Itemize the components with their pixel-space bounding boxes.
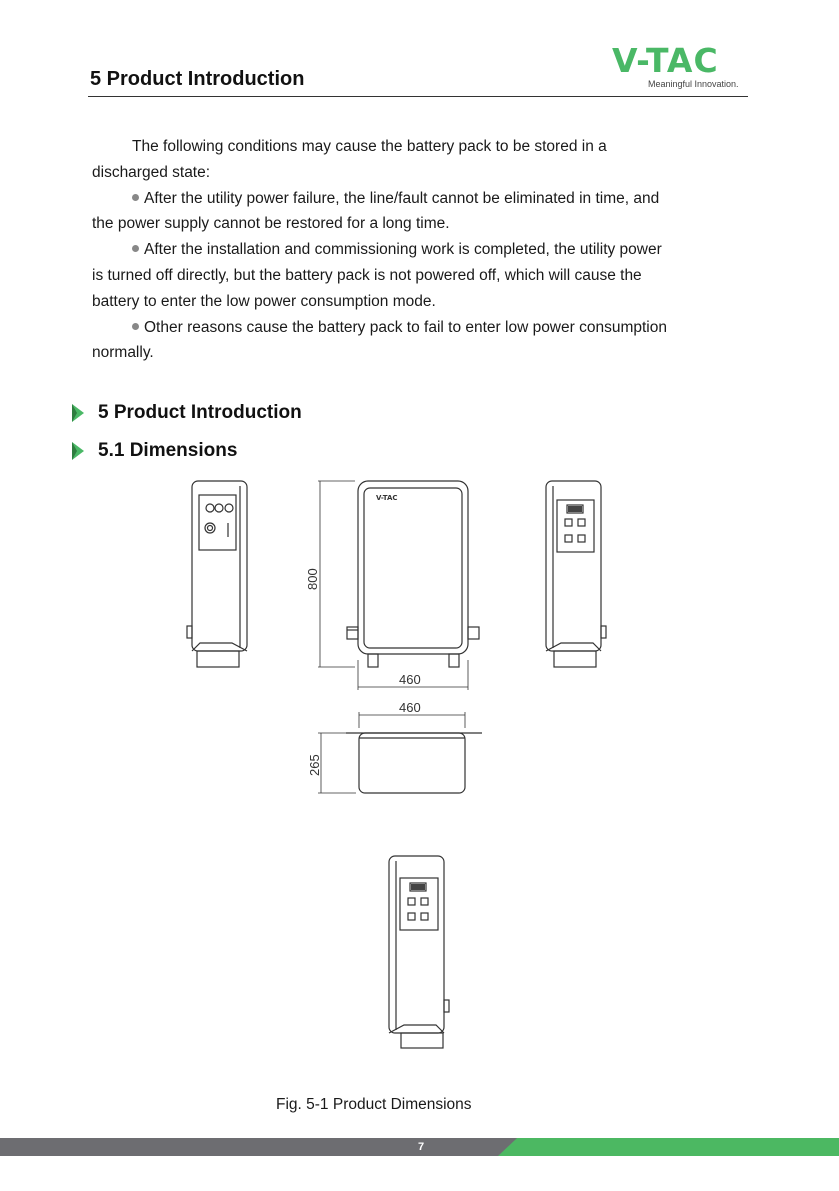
display-screen xyxy=(568,506,582,512)
dimension-width-top-label: 460 xyxy=(399,700,421,715)
left-side-view xyxy=(187,481,247,667)
front-panel-logo: V-TAC xyxy=(376,494,398,502)
page-number: 7 xyxy=(417,1141,425,1153)
bullet-text: After the utility power failure, the line/fault cannot be eliminated in time, and xyxy=(144,189,660,207)
intro-lead-line-1: The following conditions may cause the battery pack to be stored in a xyxy=(132,138,607,155)
logo-wordmark: V-TAC xyxy=(612,41,719,80)
dimension-width-front-label: 460 xyxy=(399,672,421,687)
intro-lead-line-2: discharged state: xyxy=(92,163,211,181)
front-view xyxy=(318,481,479,690)
bullet-continuation: the power supply cannot be restored for a long time. xyxy=(92,215,450,233)
section-heading-text: 5.1 Dimensions xyxy=(98,440,238,461)
dimension-height-label: 800 xyxy=(305,568,320,590)
bullet-text: After the installation and commissioning work is completed, the utility power xyxy=(144,241,662,259)
page-header-title: 5 Product Introduction xyxy=(90,68,305,90)
dimension-depth-label: 265 xyxy=(307,754,322,776)
display-screen xyxy=(411,884,425,890)
footer-bar-green xyxy=(498,1138,839,1156)
section-heading-text: 5 Product Introduction xyxy=(98,402,302,423)
bullet-text: Other reasons cause the battery pack to fail to enter low power consumption xyxy=(144,318,667,336)
bullet-continuation: normally. xyxy=(92,344,154,362)
bullet-continuation: is turned off directly, but the battery pack is not powered off, which will cause the xyxy=(92,266,642,284)
top-view xyxy=(318,712,482,793)
logo-tagline: Meaningful Innovation. xyxy=(648,79,739,89)
bullet-continuation: battery to enter the low power consumption mode. xyxy=(92,292,436,310)
figure-caption: Fig. 5-1 Product Dimensions xyxy=(276,1096,472,1113)
footer-bar-gray xyxy=(0,1138,520,1156)
